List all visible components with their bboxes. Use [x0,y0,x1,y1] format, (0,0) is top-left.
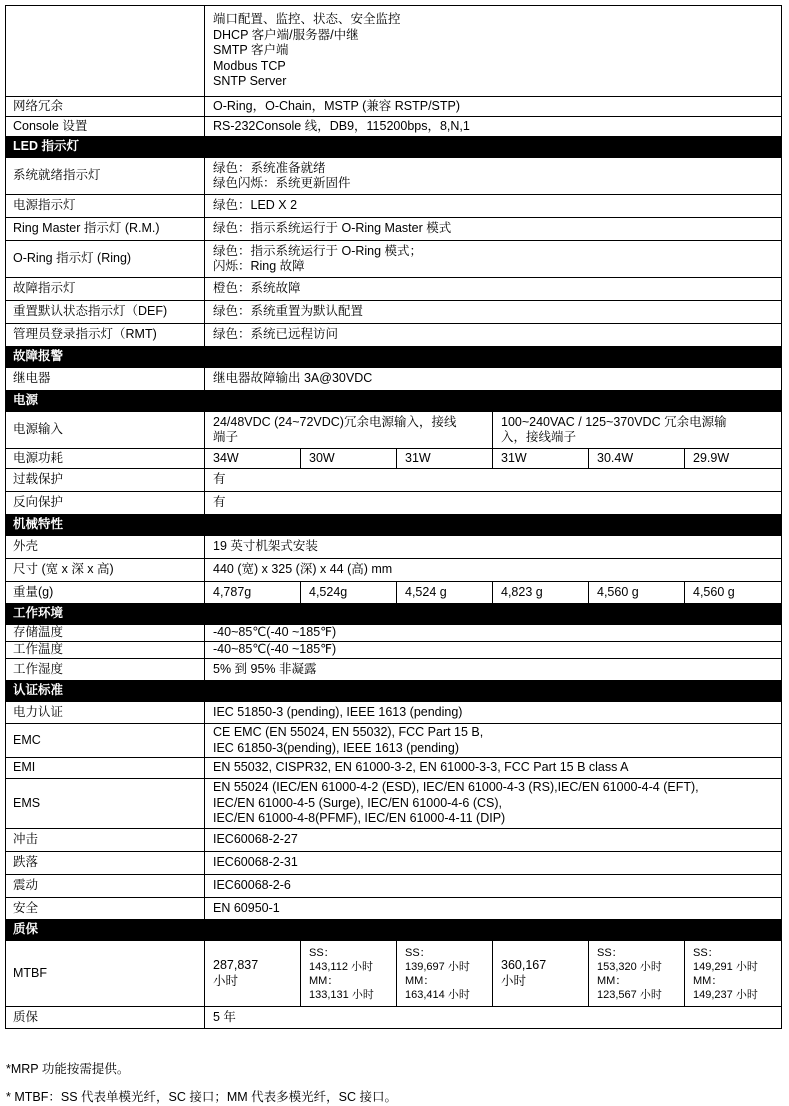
row-value: -40~85℃(-40 ~185℉) [205,642,782,659]
row-label: 电源输入 [6,412,205,449]
row-label: 外壳 [6,536,205,559]
row-value: 继电器故障输出 3A@30VDC [205,368,782,391]
row-value: 5% 到 95% 非凝露 [205,659,782,681]
table-row [6,642,782,659]
section-header-power: 电源 [6,391,782,412]
row-label: 震动 [6,875,205,898]
ac-input-value [493,412,782,449]
row-label: 尺寸 (宽 x 深 x 高) [6,559,205,582]
row-label: 网络冗余 [6,97,205,117]
row-label: 反向保护 [6,492,205,515]
value-line: 133,131 小时 [309,988,374,1001]
table-row [6,702,782,724]
value-line: SS： [309,946,335,959]
mtbf-cell [685,941,782,1007]
value-line: 闪烁：Ring 故障 [213,259,305,273]
row-value: 绿色：指示系统运行于 O-Ring Master 模式 [205,218,782,241]
table-row [6,852,782,875]
value-line: IEC 61850-3(pending), IEEE 1613 (pending) [213,740,459,755]
row-label: 冲击 [6,829,205,852]
row-value: 440 (宽) x 325 (深) x 44 (高) mm [205,559,782,582]
dc-input-value [205,412,493,449]
row-value: IEC60068-2-27 [205,829,782,852]
row-label: 电源功耗 [6,449,205,469]
table-row [6,324,782,347]
footnote: *MRP 功能按需提供。 [6,1062,130,1076]
row-label: 安全 [6,898,205,920]
value-line: SS： [597,946,623,959]
value-line: 小时 [213,973,239,988]
row-label: EMC [6,724,205,758]
row-label: 过载保护 [6,469,205,492]
table-row [6,582,782,604]
row-label: 继电器 [6,368,205,391]
value-line: 100~240VAC / 125~370VDC 冗余电源输 [501,414,727,429]
row-label: 管理员登录指示灯（RMT) [6,324,205,347]
table-row [6,898,782,920]
row-value: IEC60068-2-6 [205,875,782,898]
table-row [6,6,782,97]
row-value: RS-232Console 线，DB9，115200bps，8,N,1 [205,117,782,137]
value-line: MM： [309,974,339,987]
value-line: 入，接线端子 [501,430,577,444]
table-row [6,241,782,278]
value-line: 153,320 小时 [597,960,662,973]
section-header-mech: 机械特性 [6,515,782,536]
table-row [6,758,782,779]
value-line: 149,291 小时 [693,960,758,973]
table-row [6,659,782,681]
value-line: 绿色闪烁：系统更新固件 [213,176,351,190]
row-label: 工作湿度 [6,659,205,681]
row-value: 有 [205,492,782,515]
row-value: 有 [205,469,782,492]
empty-label-cell [6,6,205,97]
row-value: 19 英寸机架式安装 [205,536,782,559]
value-line: SS： [405,946,431,959]
section-header-warranty: 质保 [6,920,782,941]
row-value: IEC60068-2-31 [205,852,782,875]
service-item: SMTP 客户端 [213,43,289,58]
spec-table [5,5,782,1029]
row-label: EMI [6,758,205,779]
cell-value: 30.4W [589,449,685,469]
section-header-fault: 故障报警 [6,347,782,368]
mtbf-cell [493,941,589,1007]
row-label: MTBF [6,941,205,1007]
cell-value: 31W [397,449,493,469]
row-label: O-Ring 指示灯 (Ring) [6,241,205,278]
table-row [6,195,782,218]
row-value: O-Ring，O-Chain，MSTP (兼容 RSTP/STP) [205,97,782,117]
value-line: 360,167 [501,958,547,972]
table-row [6,724,782,758]
table-row [6,875,782,898]
cell-value: 4,787g [205,582,301,604]
value-line: MM： [597,974,627,987]
table-row [6,625,782,642]
table-row [6,779,782,829]
value-line: 287,837 [213,958,259,972]
row-value: 绿色：系统重置为默认配置 [205,301,782,324]
service-item: SNTP Server [213,74,287,89]
service-item: Modbus TCP [213,58,286,73]
cell-value: 30W [301,449,397,469]
table-row [6,449,782,469]
row-value: 橙色：系统故障 [205,278,782,301]
table-row [6,492,782,515]
section-header-env: 工作环境 [6,604,782,625]
cell-value: 4,524 g [397,582,493,604]
row-label: 系统就绪指示灯 [6,158,205,195]
cell-value: 4,560 g [589,582,685,604]
value-line: 123,567 小时 [597,988,662,1001]
row-value [205,158,782,195]
table-row [6,1007,782,1029]
row-label: 电源指示灯 [6,195,205,218]
mtbf-cell [205,941,301,1007]
row-value [205,724,782,758]
table-row [6,469,782,492]
value-line: 139,697 小时 [405,960,470,973]
mtbf-cell [301,941,397,1007]
table-row [6,412,782,449]
cell-value: 31W [493,449,589,469]
cell-value: 34W [205,449,301,469]
table-row [6,536,782,559]
value-line: MM： [405,974,435,987]
cell-value: 4,524g [301,582,397,604]
row-label: 故障指示灯 [6,278,205,301]
value-line: 绿色：系统准备就绪 [213,160,326,175]
cell-value: 29.9W [685,449,782,469]
section-header-cert: 认证标准 [6,681,782,702]
value-line: 149,237 小时 [693,988,758,1001]
row-value: IEC 51850-3 (pending), IEEE 1613 (pending) [205,702,782,724]
value-line: 24/48VDC (24~72VDC)冗余电源输入，接线 [213,414,457,429]
row-value [205,241,782,278]
row-value: -40~85℃(-40 ~185℉) [205,625,782,642]
value-line: IEC/EN 61000-4-5 (Surge), IEC/EN 61000-4-6 (CS), [213,795,503,810]
row-label: Console 设置 [6,117,205,137]
table-row [6,829,782,852]
value-line: 163,414 小时 [405,988,470,1001]
service-item: 端口配置、监控、状态、安全监控 [213,12,401,27]
value-line: SS： [693,946,719,959]
row-label: 重量(g) [6,582,205,604]
section-header-led: LED 指示灯 [6,137,782,158]
row-label: EMS [6,779,205,829]
table-row [6,158,782,195]
row-label: 重置默认状态指示灯（DEF) [6,301,205,324]
mtbf-cell [589,941,685,1007]
row-value [205,779,782,829]
row-value: EN 60950-1 [205,898,782,920]
row-value: EN 55032, CISPR32, EN 61000-3-2, EN 61000-3-3, FCC Part 15 B class A [205,758,782,779]
value-line: 143,112 小时 [309,960,374,973]
cell-value: 4,823 g [493,582,589,604]
row-label: 跌落 [6,852,205,875]
row-value: 绿色：系统已远程访问 [205,324,782,347]
value-line: IEC/EN 61000-4-8(PFMF), IEC/EN 61000-4-11 (DIP) [213,811,506,826]
mtbf-cell [397,941,493,1007]
value-line: 端子 [213,430,239,444]
table-row [6,97,782,117]
row-value: 绿色：LED X 2 [205,195,782,218]
row-label: 电力认证 [6,702,205,724]
value-line: EN 55024 (IEC/EN 61000-4-2 (ESD), IEC/EN 61000-4-3 (RS),IEC/EN 61000-4-4 (EFT), [213,780,699,795]
value-line: MM： [693,974,723,987]
table-row [6,368,782,391]
footnote: * MTBF：SS 代表单模光纤，SC 接口；MM 代表多模光纤，SC 接口。 [6,1090,397,1104]
value-line: CE EMC (EN 55024, EN 55032), FCC Part 15 B, [213,725,484,739]
table-row [6,301,782,324]
row-label: Ring Master 指示灯 (R.M.) [6,218,205,241]
row-label: 质保 [6,1007,205,1029]
value-line: 绿色：指示系统运行于 O-Ring 模式； [213,243,423,258]
cell-value: 4,560 g [685,582,782,604]
services-cell [205,6,782,97]
table-row [6,218,782,241]
value-line: 小时 [501,973,527,988]
service-item: DHCP 客户端/服务器/中继 [213,27,359,42]
row-value: 5 年 [205,1007,782,1029]
table-row [6,278,782,301]
row-label: 工作温度 [6,642,205,659]
table-row [6,559,782,582]
row-label: 存储温度 [6,625,205,642]
table-row [6,117,782,137]
table-row [6,941,782,1007]
